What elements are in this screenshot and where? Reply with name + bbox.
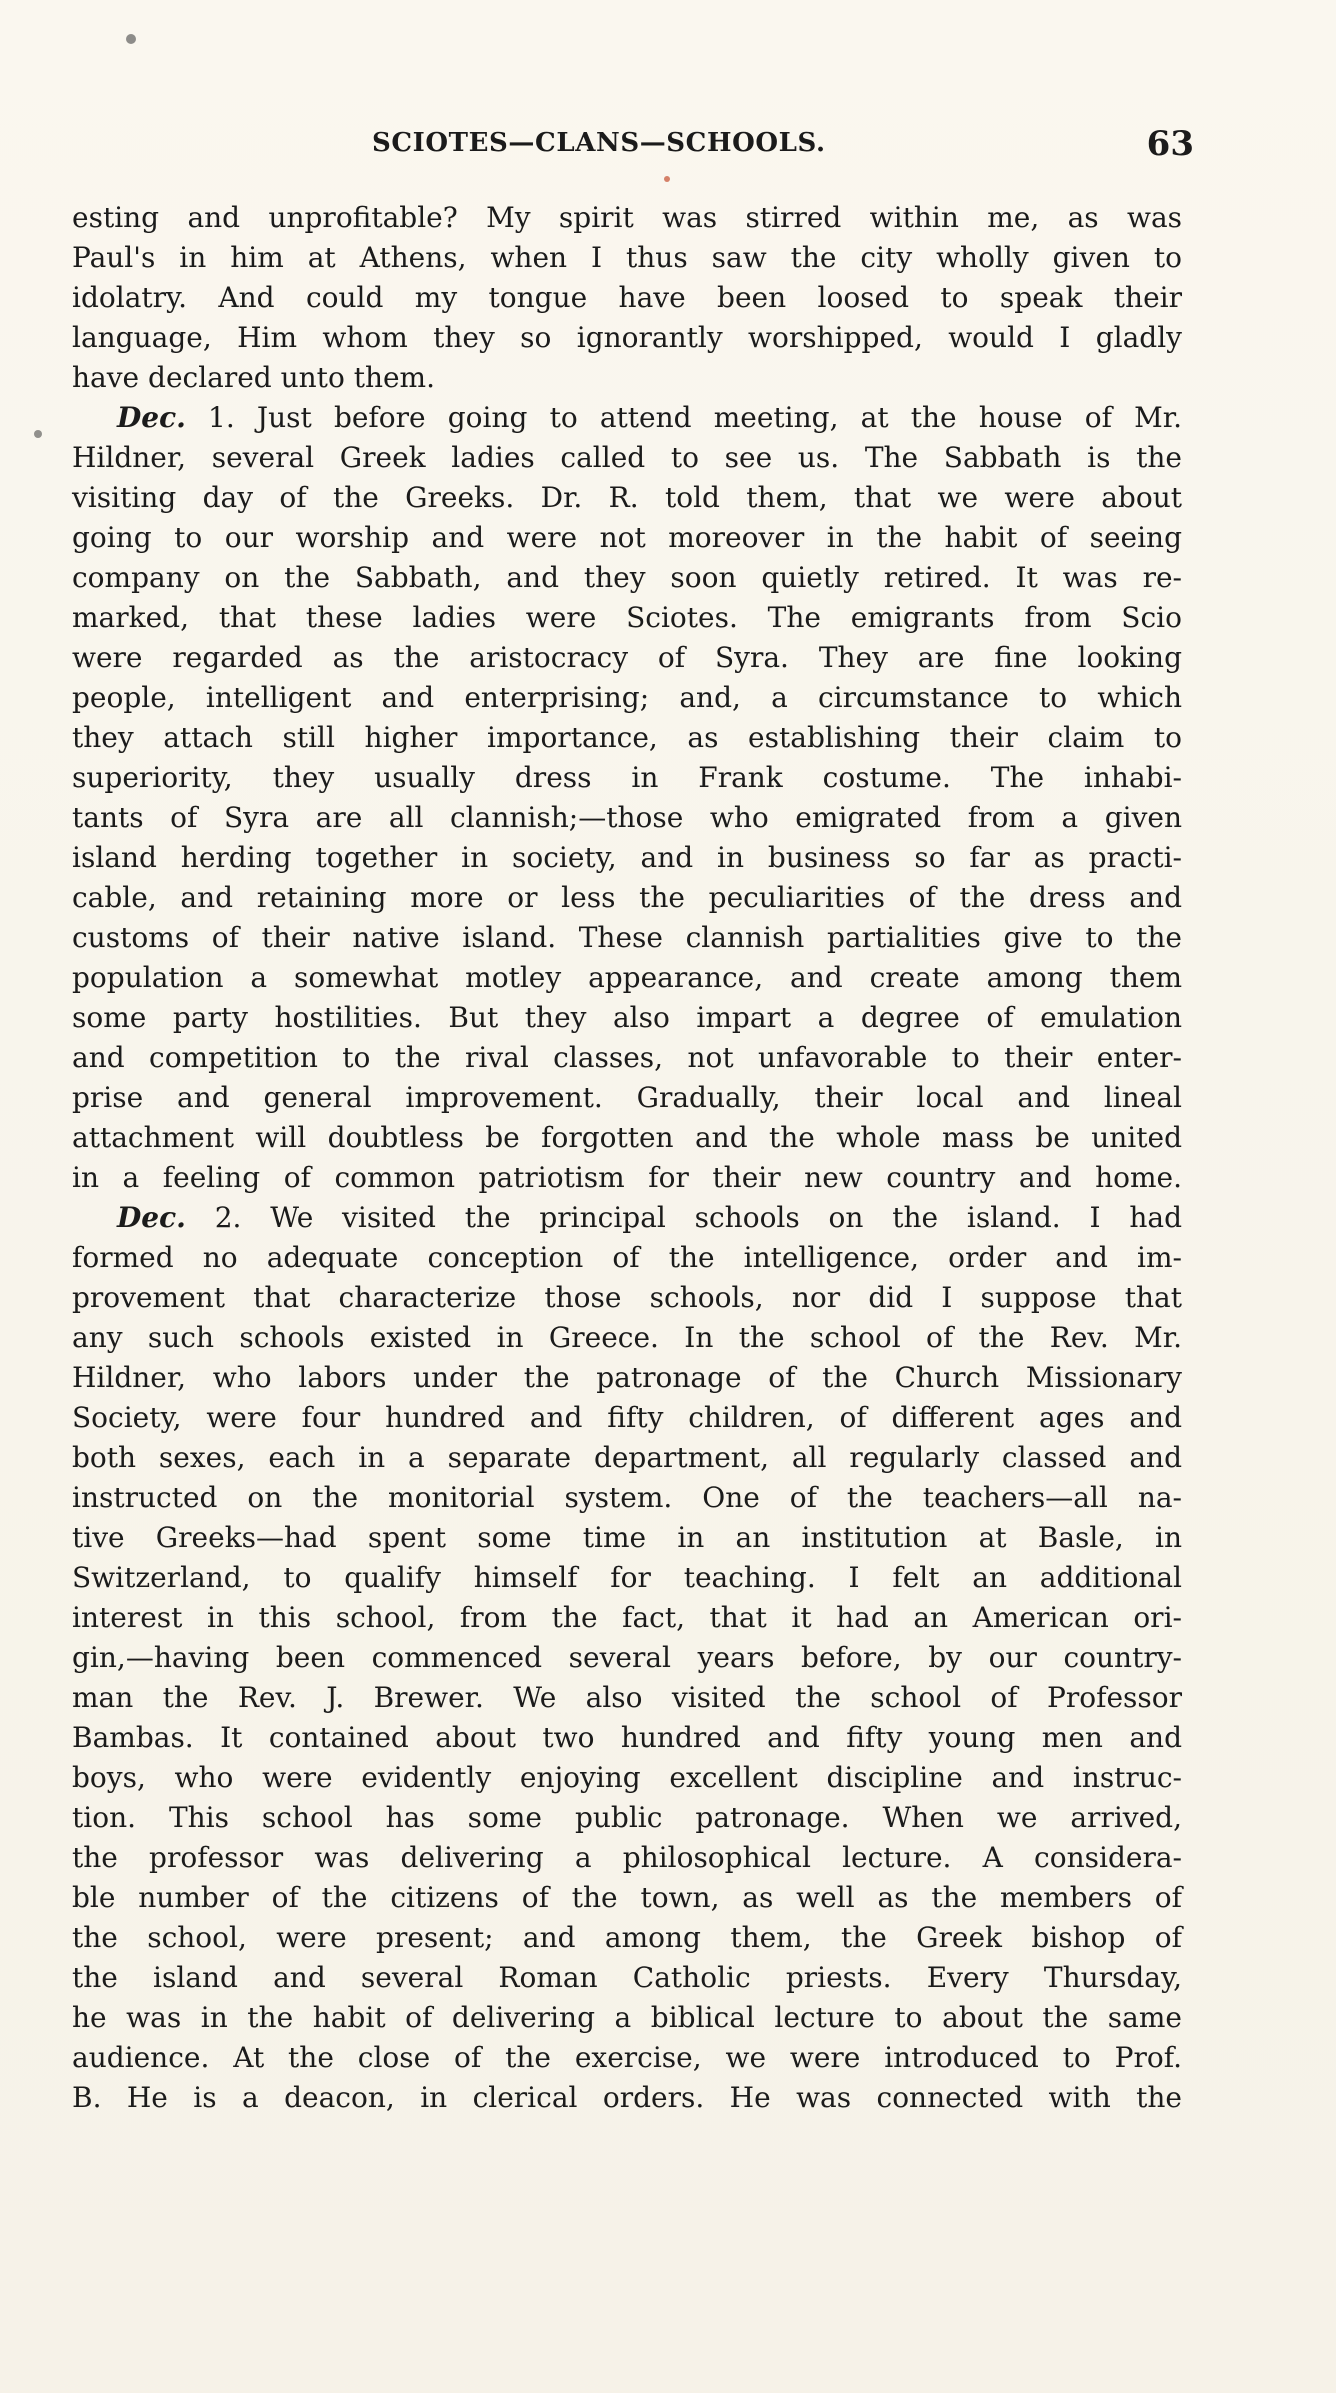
paragraph-start [72, 398, 1182, 438]
date-label: Dec. [117, 401, 186, 434]
ink-mark [664, 176, 670, 182]
text-line: Paul's in him at Athens, when I thus saw the city wholly given to [72, 241, 1182, 274]
text-fragment: 2. We visited the principal schools on the island. I had [185, 1201, 1182, 1234]
text-line: boys, who were evidently enjoying excellent discipline and instruc- [72, 1761, 1182, 1794]
ink-mark [126, 34, 136, 44]
text-line: they attach still higher importance, as establishing their claim to [72, 721, 1182, 754]
text-line: superiority, they usually dress in Frank costume. The inhabi- [72, 761, 1182, 794]
paragraph-start [72, 1198, 1182, 1238]
text-line: idolatry. And could my tongue have been loosed to speak their [72, 281, 1182, 314]
text-line: population a somewhat motley appearance, and create among them [72, 961, 1182, 994]
text-line: Hildner, several Greek ladies called to see us. The Sabbath is the [72, 441, 1182, 474]
page-number: 63 [1146, 124, 1194, 164]
text-line: going to our worship and were not moreover in the habit of seeing [72, 521, 1182, 554]
text-line: visiting day of the Greeks. Dr. R. told them, that we were about [72, 481, 1182, 514]
text-line: the school, were present; and among them, the Greek bishop of [72, 1921, 1182, 1954]
text-line: tive Greeks—had spent some time in an institution at Basle, in [72, 1521, 1182, 1554]
text-line: esting and unprofitable? My spirit was stirred within me, as was [72, 201, 1182, 234]
text-line: company on the Sabbath, and they soon quietly retired. It was re- [72, 561, 1182, 594]
text-line: provement that characterize those schools, nor did I suppose that [72, 1281, 1182, 1314]
ink-mark [34, 430, 42, 438]
text-line: instructed on the monitorial system. One of the teachers—all na- [72, 1481, 1182, 1514]
running-header: SCIOTES—CLANS—SCHOOLS. [372, 128, 826, 158]
text-line: formed no adequate conception of the intelligence, order and im- [72, 1241, 1182, 1274]
text-line: marked, that these ladies were Sciotes. The emigrants from Scio [72, 601, 1182, 634]
text-line: were regarded as the aristocracy of Syra. They are fine looking [72, 641, 1182, 674]
text-line: audience. At the close of the exercise, we were introduced to Prof. [72, 2041, 1182, 2074]
text-line: ble number of the citizens of the town, as well as the members of [72, 1881, 1182, 1914]
text-line: and competition to the rival classes, not unfavorable to their enter- [72, 1041, 1182, 1074]
text-line: interest in this school, from the fact, that it had an American ori- [72, 1601, 1182, 1634]
text-line: Society, were four hundred and fifty children, of different ages and [72, 1401, 1182, 1434]
text-line: attachment will doubtless be forgotten and the whole mass be united [72, 1121, 1182, 1154]
text-line: tants of Syra are all clannish;—those who emigrated from a given [72, 801, 1182, 834]
text-line: man the Rev. J. Brewer. We also visited the school of Professor [72, 1681, 1182, 1714]
text-line: B. He is a deacon, in clerical orders. He was connected with the [72, 2081, 1182, 2114]
text-line: Switzerland, to qualify himself for teaching. I felt an additional [72, 1561, 1182, 1594]
text-line: tion. This school has some public patronage. When we arrived, [72, 1801, 1182, 1834]
text-line: any such schools existed in Greece. In the school of the Rev. Mr. [72, 1321, 1182, 1354]
text-line: people, intelligent and enterprising; and, a circumstance to which [72, 681, 1182, 714]
text-line: he was in the habit of delivering a biblical lecture to about the same [72, 2001, 1182, 2034]
text-fragment: 1. Just before going to attend meeting, at the house of Mr. [185, 401, 1182, 434]
text-line: customs of their native island. These clannish partialities give to the [72, 921, 1182, 954]
text-line: Hildner, who labors under the patronage of the Church Missionary [72, 1361, 1182, 1394]
text-line: prise and general improvement. Gradually, their local and lineal [72, 1081, 1182, 1114]
text-line: Bambas. It contained about two hundred and fifty young men and [72, 1721, 1182, 1754]
date-label: Dec. [117, 1201, 186, 1234]
text-line: island herding together in society, and in business so far as practi- [72, 841, 1182, 874]
text-line: the professor was delivering a philosophical lecture. A considera- [72, 1841, 1182, 1874]
text-line: have declared unto them. [72, 361, 436, 394]
text-line: language, Him whom they so ignorantly worshipped, would I gladly [72, 321, 1182, 354]
text-line: the island and several Roman Catholic priests. Every Thursday, [72, 1961, 1182, 1994]
text-line: both sexes, each in a separate department, all regularly classed and [72, 1441, 1182, 1474]
text-line: some party hostilities. But they also impart a degree of emulation [72, 1001, 1182, 1034]
text-line: in a feeling of common patriotism for their new country and home. [72, 1161, 1182, 1194]
page-body [72, 198, 1182, 2118]
text-line: cable, and retaining more or less the peculiarities of the dress and [72, 881, 1182, 914]
text-line: gin,—having been commenced several years before, by our country- [72, 1641, 1182, 1674]
